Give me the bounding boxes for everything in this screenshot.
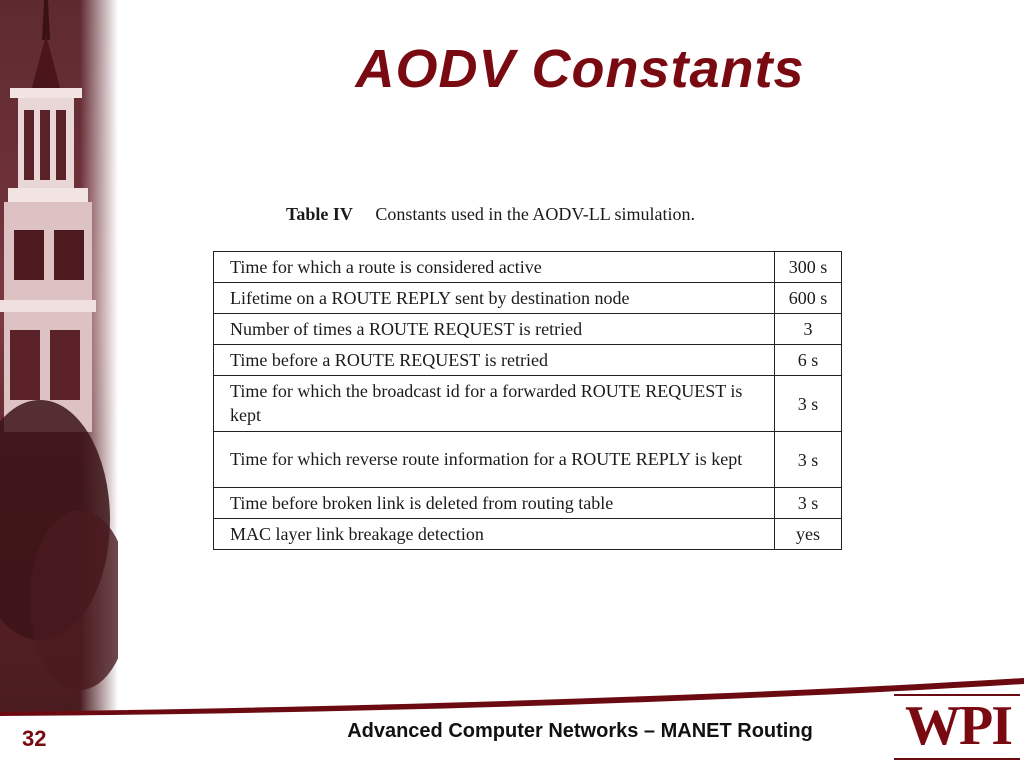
table-row: [214, 283, 842, 314]
logo-letters: WPI: [905, 695, 1011, 757]
value-cell: 3: [775, 314, 842, 345]
table-row: [214, 345, 842, 376]
footer-title: Advanced Computer Networks – MANET Routing: [347, 720, 813, 742]
value-cell: 3 s: [775, 376, 842, 432]
parameter-cell: Time for which a route is considered active: [214, 252, 775, 283]
table-caption: [286, 204, 846, 225]
value-cell: 3 s: [775, 432, 842, 488]
value-cell: 6 s: [775, 345, 842, 376]
value-cell: 600 s: [775, 283, 842, 314]
table-row: [214, 252, 842, 283]
parameter-cell: Lifetime on a ROUTE REPLY sent by destination node: [214, 283, 775, 314]
table-caption-text: Constants used in the AODV-LL simulation.: [375, 204, 696, 224]
slide-title: AODV Constants: [355, 39, 805, 99]
wpi-logo: [894, 690, 1022, 760]
table-row: [214, 314, 842, 345]
constants-table: [213, 251, 842, 550]
parameter-cell: MAC layer link breakage detection: [214, 519, 775, 550]
clock-tower-photo: [0, 0, 118, 712]
table-row: [214, 488, 842, 519]
footer-divider: [0, 676, 1024, 716]
parameter-cell: Time for which the broadcast id for a forwarded ROUTE REQUEST is kept: [214, 376, 775, 432]
clock-tower-illustration: [0, 0, 118, 712]
value-cell: 300 s: [775, 252, 842, 283]
table-caption-label: Table IV: [286, 204, 353, 224]
parameter-cell: Time before a ROUTE REQUEST is retried: [214, 345, 775, 376]
table-row: [214, 519, 842, 550]
value-cell: yes: [775, 519, 842, 550]
value-cell: 3 s: [775, 488, 842, 519]
parameter-cell: Time before broken link is deleted from routing table: [214, 488, 775, 519]
table-row: [214, 376, 842, 432]
table-row: [214, 432, 842, 488]
parameter-cell: Number of times a ROUTE REQUEST is retried: [214, 314, 775, 345]
slide-number: 32: [22, 726, 47, 751]
parameter-cell: Time for which reverse route information for a ROUTE REPLY is kept: [214, 432, 775, 488]
